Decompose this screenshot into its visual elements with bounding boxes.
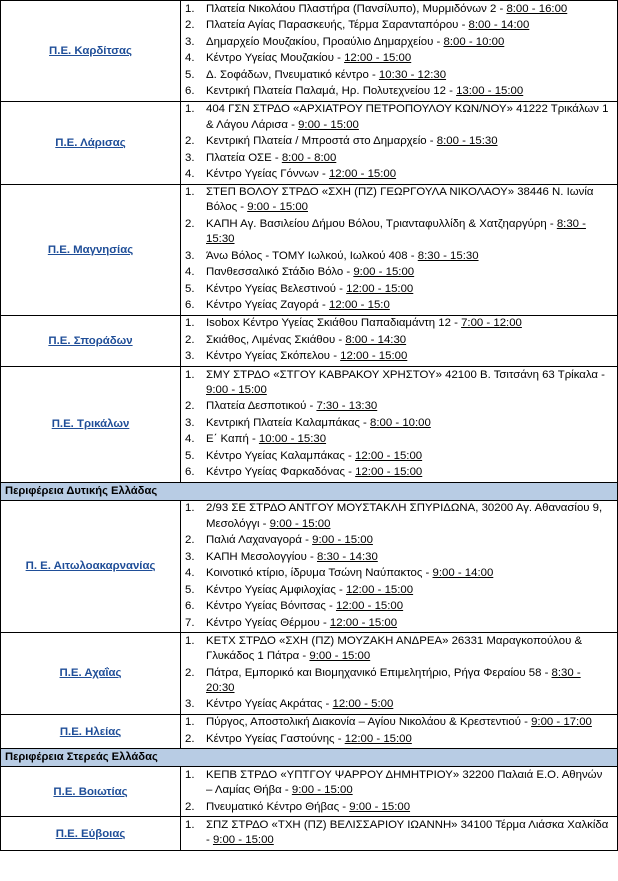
locations-cell (181, 767, 618, 817)
location-text: 2/93 ΣΕ ΣΤΡΔΟ ΑΝΤΓΟΥ ΜΟΥΣΤΑΚΛΗ ΣΠΥΡΙΔΩΝΑ, 30200 Αγ. Αθανασίου 9, Μεσολόγγι - (206, 502, 603, 530)
item-number: 2. (185, 666, 195, 679)
opening-hours: 8:00 - 8:00 (281, 151, 337, 164)
opening-hours: 8:00 - 14:00 (468, 19, 530, 32)
location-item (181, 51, 617, 66)
opening-hours: 12:00 - 15:00 (346, 282, 414, 295)
item-number: 2. (185, 534, 195, 547)
unit-cell (1, 817, 181, 850)
location-item (181, 697, 617, 712)
location-item (181, 217, 617, 247)
unit-row (1, 714, 618, 749)
locations-list (181, 185, 617, 313)
unit-cell (1, 366, 181, 482)
location-item (181, 2, 617, 17)
opening-hours: 9:00 - 15:00 (291, 784, 353, 797)
locations-cell (181, 714, 618, 749)
opening-hours: 8:00 - 10:00 (443, 35, 505, 48)
unit-cell (1, 500, 181, 632)
location-item (181, 249, 617, 264)
unit-row (1, 315, 618, 366)
location-item (181, 84, 617, 99)
unit-cell (1, 633, 181, 715)
location-item (181, 449, 617, 464)
location-item (181, 185, 617, 215)
opening-hours: 9:00 - 15:00 (269, 517, 331, 530)
locations-cell (181, 817, 618, 850)
opening-hours: 8:30 - 20:30 (206, 666, 581, 694)
opening-hours: 10:30 - 12:30 (378, 68, 447, 81)
opening-hours: 12:00 - 15:00 (345, 583, 414, 596)
location-text: ΚΕΤΧ ΣΤΡΔΟ «ΣΧΗ (ΠΖ) ΜΟΥΖΑΚΗ ΑΝΔΡΕΑ» 26331 Μαραγκοπούλου & Γλυκάδος 1 Πάτρα - (206, 634, 583, 663)
item-number: 3. (185, 550, 195, 563)
location-text: Πλατεία ΟΣΕ - (206, 151, 282, 164)
locations-list (181, 768, 617, 815)
location-item (181, 35, 617, 50)
location-text: Κεντρική Πλατεία / Μπροστά στο Δημαρχείο - (206, 135, 437, 148)
item-number: 3. (185, 35, 195, 48)
opening-hours: 9:00 - 15:00 (206, 383, 267, 396)
region-header: Περιφέρεια Στερεάς Ελλάδας (1, 749, 618, 767)
opening-hours: 9:00 - 15:00 (353, 266, 415, 279)
item-number: 2. (185, 732, 195, 745)
item-number: 5. (185, 449, 195, 462)
location-text: Πλατεία Νικολάου Πλαστήρα (Πανσίλυπο), Μυρμιδόνων 2 - (206, 2, 507, 15)
location-item (181, 818, 617, 848)
item-number: 6. (185, 600, 195, 613)
opening-hours: 8:30 - 15:30 (417, 249, 479, 262)
location-text: Κοινοτικό κτίριο, ίδρυμα Τσώνη Ναύπακτος - (206, 567, 433, 580)
unit-row (1, 633, 618, 715)
unit-cell (1, 101, 181, 184)
item-number: 1. (185, 317, 195, 330)
opening-hours: 9:00 - 15:00 (309, 650, 371, 663)
item-number: 4. (185, 567, 195, 580)
locations-cell (181, 1, 618, 102)
location-text: Πνευματικό Κέντρο Θήβας - (206, 800, 350, 813)
unit-link[interactable]: Π.Ε. Καρδίτσας (49, 44, 132, 57)
location-item (181, 768, 617, 798)
item-number: 5. (185, 68, 195, 81)
location-item (181, 800, 617, 815)
opening-hours: 12:00 - 15:00 (340, 350, 408, 363)
table-body (1, 1, 618, 851)
opening-hours: 12:00 - 15:00 (355, 449, 423, 462)
locations-list (181, 368, 617, 481)
opening-hours: 12:00 - 5:00 (332, 698, 394, 711)
opening-hours: 12:00 - 15:00 (335, 600, 404, 613)
location-item (181, 465, 617, 480)
region-header: Περιφέρεια Δυτικής Ελλάδας (1, 482, 618, 500)
opening-hours: 9:00 - 15:00 (247, 201, 308, 214)
item-number: 1. (185, 2, 195, 15)
item-number: 1. (185, 819, 195, 831)
unit-row (1, 1, 618, 102)
opening-hours: 12:00 - 15:00 (344, 732, 412, 745)
location-text: Κέντρο Υγείας Θέρμου - (206, 616, 330, 629)
unit-link[interactable]: Π.Ε. Μαγνησίας (47, 243, 134, 256)
locations-cell (181, 184, 618, 315)
unit-link[interactable]: Π.Ε. Τρικάλων (51, 418, 130, 431)
location-text: Κεντρική Πλατεία Παλαμά, Ηρ. Πολυτεχνείου 12 - (206, 85, 457, 98)
unit-row (1, 366, 618, 482)
item-number: 2. (185, 19, 195, 32)
item-number: 1. (185, 769, 195, 782)
item-number: 2. (185, 333, 195, 346)
unit-row (1, 500, 618, 632)
item-number: 3. (185, 698, 195, 711)
locations-list (181, 715, 617, 747)
location-item (181, 616, 617, 631)
location-item (181, 666, 617, 696)
item-number: 1. (185, 186, 195, 199)
location-item (181, 282, 617, 297)
location-item (181, 599, 617, 614)
opening-hours: 8:30 - 14:30 (317, 550, 378, 563)
item-number: 3. (185, 151, 195, 164)
opening-hours: 9:00 - 15:00 (212, 834, 274, 847)
location-text: Κέντρο Υγείας Φαρκαδόνας - (206, 466, 356, 479)
location-item (181, 265, 617, 280)
opening-hours: 7:30 - 13:30 (316, 400, 378, 413)
item-number: 4. (185, 266, 195, 279)
item-number: 5. (185, 282, 195, 295)
location-text: ΚΑΠΗ Μεσολογγίου - (206, 550, 317, 563)
location-text: Πύργος, Αποστολική Διακονία – Αγίου Νικολάου & Κρεστεντιού - (206, 716, 532, 729)
unit-link[interactable]: Π. Ε. Αιτωλοακαρνανίας (25, 560, 156, 573)
item-number: 6. (185, 466, 195, 479)
location-text: Isobox Κέντρο Υγείας Σκιάθου Παπαδιαμάντη 12 - (206, 317, 462, 330)
item-number: 2. (185, 135, 195, 148)
item-number: 1. (185, 502, 195, 515)
location-text: Κέντρο Υγείας Μουζακίου - (206, 52, 345, 65)
opening-hours: 8:00 - 10:00 (370, 416, 431, 429)
opening-hours: 13:00 - 15:00 (456, 85, 524, 98)
location-text: Πλατεία Αγίας Παρασκευής, Τέρμα Σαρανταπόρου - (206, 19, 469, 32)
unit-link[interactable]: Π.Ε. Εύβοιας (55, 827, 126, 840)
location-text: Πλατεία Δεσποτικού - (206, 400, 317, 413)
location-item (181, 732, 617, 747)
item-number: 4. (185, 52, 195, 65)
region-header-row (1, 482, 618, 500)
location-item (181, 566, 617, 581)
locations-list (181, 2, 617, 100)
item-number: 3. (185, 249, 195, 262)
location-text: Κέντρο Υγείας Καλαμπάκας - (206, 449, 355, 462)
location-text: ΣΠΖ ΣΤΡΔΟ «ΤΧΗ (ΠΖ) ΒΕΛΙΣΣΑΡΙΟΥ ΙΩΑΝΝΗ» 34100 Τέρμα Λιάσκα Χαλκίδα - (206, 819, 609, 847)
location-text: Κέντρο Υγείας Ακράτας - (206, 698, 333, 711)
locations-list (181, 501, 617, 630)
location-item (181, 68, 617, 83)
unit-link[interactable]: Π.Ε. Ηλείας (59, 725, 122, 738)
location-text: 404 ΓΣΝ ΣΤΡΔΟ «ΑΡΧΙΑΤΡΟΥ ΠΕΤΡΟΠΟΥΛΟΥ ΚΩΝ/ΝΟΥ» 41222 Τρικάλων 1 & Λάγου Λάρισα - (206, 103, 609, 131)
opening-hours: 8:00 - 15:30 (436, 135, 498, 148)
location-text: Σκιάθος, Λιμένας Σκιάθου - (206, 333, 346, 346)
unit-cell (1, 714, 181, 749)
location-item (181, 167, 617, 182)
location-text: Κεντρική Πλατεία Καλαμπάκας - (206, 416, 371, 429)
opening-hours: 7:00 - 12:00 (461, 317, 522, 330)
unit-cell (1, 315, 181, 366)
locations-list (181, 634, 617, 713)
item-number: 4. (185, 433, 195, 446)
locations-list (181, 818, 617, 848)
locations-cell (181, 500, 618, 632)
location-text: Παλιά Λαχαναγορά - (206, 534, 313, 547)
location-item (181, 533, 617, 548)
item-number: 6. (185, 299, 195, 312)
location-text: Κέντρο Υγείας Αμφιλοχίας - (206, 583, 346, 596)
item-number: 4. (185, 168, 195, 181)
location-item (181, 399, 617, 414)
opening-hours: 9:00 - 17:00 (531, 716, 592, 729)
locations-list (181, 102, 617, 182)
opening-hours: 9:00 - 15:00 (298, 118, 359, 131)
opening-hours: 12:00 - 15:0 (329, 299, 390, 312)
location-text: Κέντρο Υγείας Γόννων - (206, 168, 329, 181)
location-item (181, 134, 617, 149)
location-item (181, 298, 617, 313)
unit-row (1, 184, 618, 315)
opening-hours: 9:00 - 14:00 (432, 567, 494, 580)
location-text: Κέντρο Υγείας Βελεστινού - (206, 282, 347, 295)
item-number: 1. (185, 368, 195, 381)
item-number: 1. (185, 103, 195, 116)
location-text: Κέντρο Υγείας Ζαγορά - (206, 299, 329, 312)
unit-link[interactable]: Π.Ε. Σποράδων (48, 334, 133, 347)
item-number: 2. (185, 800, 195, 813)
opening-hours: 8:00 - 14:30 (345, 333, 407, 346)
opening-hours: 8:30 - 15:30 (206, 217, 586, 246)
location-text: ΣΜΥ ΣΤΡΔΟ «ΣΤΓΟΥ ΚΑΒΡΑΚΟΥ ΧΡΗΣΤΟΥ» 42100 Β. Τσιτσάνη 63 Τρίκαλα - (206, 368, 605, 381)
location-item (181, 432, 617, 447)
unit-cell (1, 767, 181, 817)
location-text: ΚΑΠΗ Αγ. Βασιλείου Δήμου Βόλου, Τριανταφυλλίδη & Χατζηαργύρη - (206, 217, 557, 230)
location-text: Ε΄ Καπή - (206, 433, 259, 446)
unit-row (1, 767, 618, 817)
locations-cell (181, 633, 618, 715)
item-number: 2. (185, 217, 195, 230)
opening-hours: 12:00 - 15:00 (328, 168, 397, 181)
location-text: Κέντρο Υγείας Γαστούνης - (206, 732, 345, 745)
item-number: 3. (185, 416, 195, 429)
opening-hours: 9:00 - 15:00 (312, 534, 373, 547)
opening-hours: 10:00 - 15:30 (258, 433, 327, 446)
location-item (181, 349, 617, 364)
item-number: 1. (185, 716, 195, 729)
unit-cell (1, 1, 181, 102)
location-text: Κέντρο Υγείας Σκόπελου - (206, 350, 341, 363)
location-item (181, 634, 617, 664)
item-number: 2. (185, 400, 195, 413)
unit-link[interactable]: Π.Ε. Λάρισας (55, 136, 126, 149)
location-text: Κέντρο Υγείας Βόνιτσας - (206, 600, 336, 613)
location-item (181, 18, 617, 33)
location-text: ΣΤΕΠ ΒΟΛΟΥ ΣΤΡΔΟ «ΣΧΗ (ΠΖ) ΓΕΩΡΓΟΥΛΑ ΝΙΚΟΛΑΟΥ» 38446 Ν. Ιωνία Βόλος - (206, 186, 594, 214)
unit-row (1, 817, 618, 850)
location-item (181, 368, 617, 398)
item-number: 6. (185, 85, 195, 98)
location-text: Άνω Βόλος - ΤΟΜΥ Ιωλκού, Ιωλκού 408 - (206, 249, 418, 262)
item-number: 5. (185, 583, 195, 596)
opening-hours: 9:00 - 15:00 (349, 800, 411, 813)
item-number: 7. (185, 616, 195, 629)
location-item (181, 550, 617, 565)
unit-link[interactable]: Π.Ε. Βοιωτίας (53, 785, 128, 798)
locations-cell (181, 366, 618, 482)
unit-cell (1, 184, 181, 315)
location-item (181, 416, 617, 431)
location-item (181, 102, 617, 132)
item-number: 3. (185, 350, 195, 363)
location-item (181, 151, 617, 166)
location-text: ΚΕΠΒ ΣΤΡΔΟ «ΥΠΤΓΟΥ ΨΑΡΡΟΥ ΔΗΜΗΤΡΙΟΥ» 32200 Παλαιά Ε.Ο. Αθηνών – Λαμίας Θήβα - (206, 769, 603, 797)
locations-cell (181, 315, 618, 366)
unit-link[interactable]: Π.Ε. Αχαΐας (59, 667, 122, 680)
location-text: Πάτρα, Εμπορικό και Βιομηχανικό Επιμελητήριο, Ρήγα Φεραίου 58 - (206, 666, 552, 679)
opening-hours: 12:00 - 15:00 (344, 52, 412, 65)
location-item (181, 583, 617, 598)
item-number: 1. (185, 634, 195, 647)
opening-hours: 12:00 - 15:00 (355, 466, 423, 479)
location-item (181, 316, 617, 331)
unit-row (1, 101, 618, 184)
locations-list (181, 316, 617, 364)
location-item (181, 715, 617, 730)
location-text: Δημαρχείο Μουζακίου, Προαύλιο Δημαρχείου - (206, 35, 444, 48)
location-item (181, 333, 617, 348)
location-item (181, 501, 617, 531)
opening-hours: 8:00 - 16:00 (506, 2, 568, 15)
location-text: Δ. Σοφάδων, Πνευματικό κέντρο - (206, 68, 379, 81)
region-header-row (1, 749, 618, 767)
location-text: Πανθεσσαλικό Στάδιο Βόλο - (206, 266, 354, 279)
locations-cell (181, 101, 618, 184)
opening-hours: 12:00 - 15:00 (329, 616, 398, 629)
